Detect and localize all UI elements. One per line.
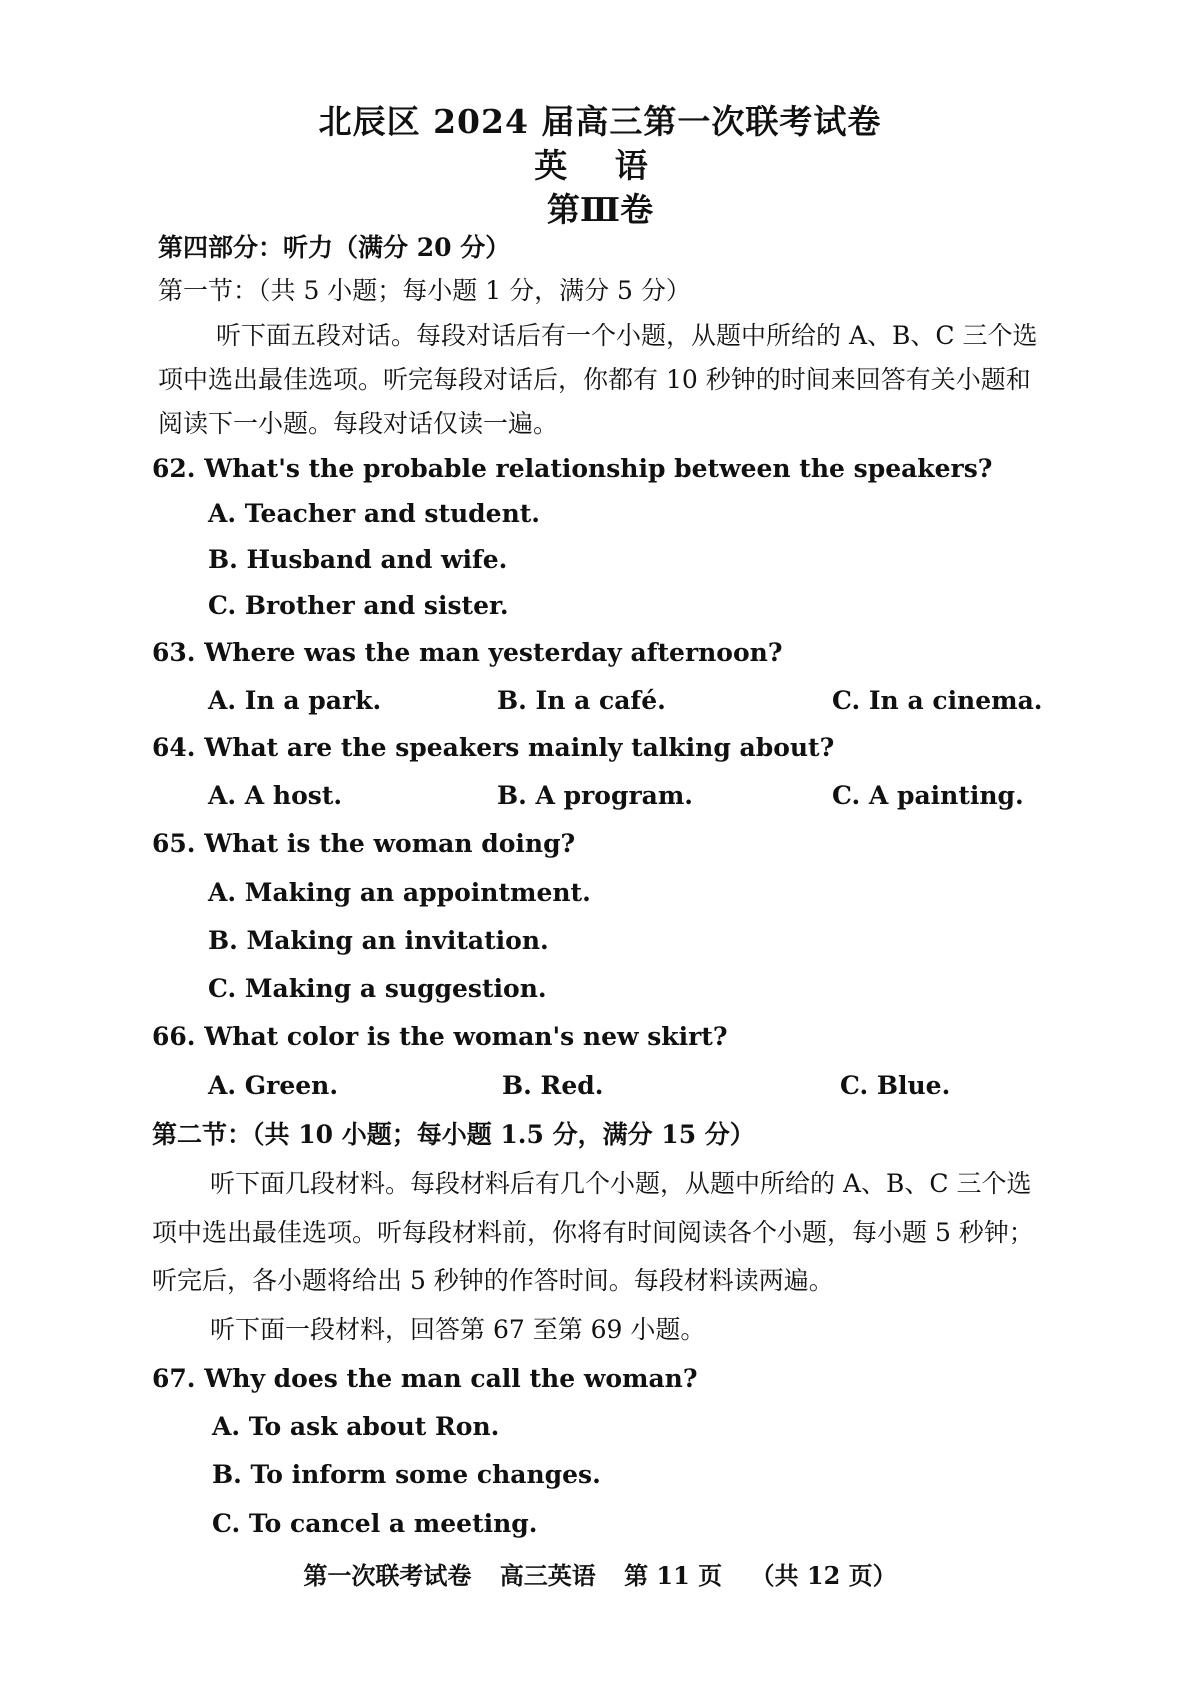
question-66: 66. What color is the woman's new skirt?	[152, 1022, 728, 1051]
page-footer	[0, 1556, 1200, 1591]
q64-option-a: A. A host.	[208, 781, 343, 810]
q62-option-a: A. Teacher and student.	[208, 499, 540, 528]
volume-title: 第Ⅲ卷	[546, 190, 654, 229]
footer-course: 高三英语	[499, 1561, 596, 1590]
q66-option-b: B. Red.	[502, 1071, 604, 1100]
q67-option-b: B. To inform some changes.	[212, 1460, 601, 1489]
q66-option-c: C. Blue.	[840, 1071, 951, 1100]
q65-option-a: A. Making an appointment.	[208, 878, 591, 907]
q64-option-c: C. A painting.	[832, 781, 1024, 810]
section1-instructions-line3: 阅读下一小题。每段对话仅读一遍。	[158, 409, 559, 438]
section2-instructions-line3: 听完后，各小题将给出 5 秒钟的作答时间。每段材料读两遍。	[152, 1266, 834, 1295]
material-note: 听下面一段材料，回答第 67 至第 69 小题。	[210, 1315, 706, 1344]
question-64: 64. What are the speakers mainly talking about?	[152, 733, 835, 762]
question-63: 63. Where was the man yesterday afternoon?	[152, 638, 783, 667]
section2-heading: 第二节：（共 10 小题；每小题 1.5 分，满分 15 分）	[152, 1120, 755, 1149]
q65-option-b: B. Making an invitation.	[208, 926, 549, 955]
section2-instructions-line2: 项中选出最佳选项。听每段材料前，你将有时间阅读各个小题，每小题 5 秒钟；	[152, 1218, 1034, 1247]
exam-title: 北辰区 2024 届高三第一次联考试卷	[318, 102, 882, 141]
q67-option-a: A. To ask about Ron.	[212, 1412, 500, 1441]
q67-option-c: C. To cancel a meeting.	[212, 1509, 538, 1538]
question-62: 62. What's the probable relationship between the speakers?	[152, 454, 993, 483]
footer-page-number: 第 11 页	[624, 1561, 723, 1590]
q65-option-c: C. Making a suggestion.	[208, 974, 547, 1003]
q63-option-c: C. In a cinema.	[832, 686, 1043, 715]
question-65: 65. What is the woman doing?	[152, 829, 576, 858]
q66-option-a: A. Green.	[208, 1071, 339, 1100]
section1-instructions-line2: 项中选出最佳选项。听完每段对话后，你都有 10 秒钟的时间来回答有关小题和	[158, 365, 1031, 394]
q63-option-a: A. In a park.	[208, 686, 382, 715]
footer-exam-name: 第一次联考试卷	[303, 1561, 472, 1590]
q62-option-c: C. Brother and sister.	[208, 591, 509, 620]
section1-heading: 第一节：（共 5 小题；每小题 1 分，满分 5 分）	[158, 276, 691, 305]
question-67: 67. Why does the man call the woman?	[152, 1364, 698, 1393]
q62-option-b: B. Husband and wife.	[208, 545, 508, 574]
subject-title: 英 语	[534, 146, 666, 185]
q64-option-b: B. A program.	[497, 781, 693, 810]
part4-heading: 第四部分：听力（满分 20 分）	[158, 233, 511, 262]
section2-instructions-line1: 听下面几段材料。每段材料后有几个小题，从题中所给的 A、B、C 三个选	[210, 1169, 1032, 1198]
footer-total-pages: （共 12 页）	[750, 1561, 897, 1590]
q63-option-b: B. In a café.	[497, 686, 666, 715]
section1-instructions-line1: 听下面五段对话。每段对话后有一个小题，从题中所给的 A、B、C 三个选	[216, 321, 1038, 350]
